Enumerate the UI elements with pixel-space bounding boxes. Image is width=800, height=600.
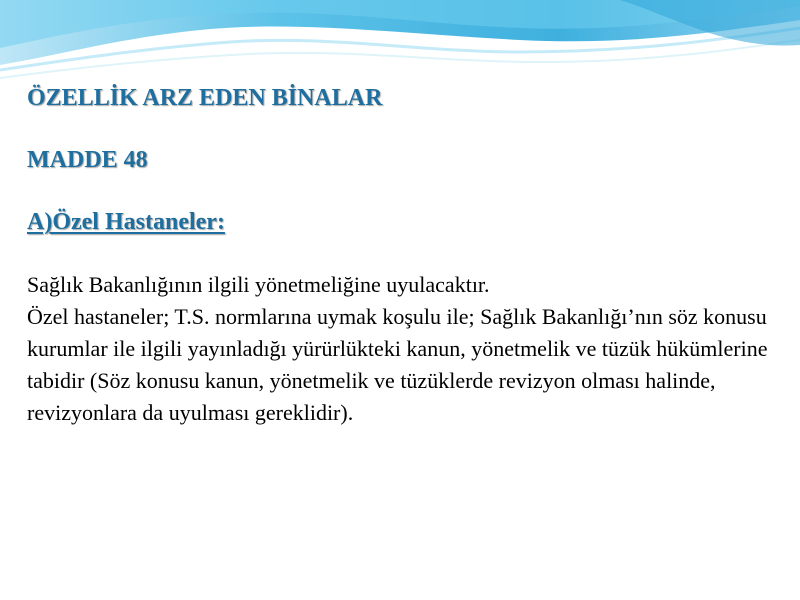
- article-heading: MADDE 48: [27, 147, 148, 173]
- document-title: ÖZELLİK ARZ EDEN BİNALAR: [27, 85, 383, 111]
- body-text: [27, 269, 777, 429]
- slide-content: [27, 83, 777, 429]
- paragraph-1: Sağlık Bakanlığının ilgili yönetmeliğine uyulacaktır.: [27, 272, 490, 297]
- wave-header-decoration: [0, 0, 800, 95]
- paragraph-2: Özel hastaneler; T.S. normlarına uymak koşulu ile; Sağlık Bakanlığı’nın söz konusu kurumlar ile ilgili yayınladığı yürürlükteki kanun, yönetmelik ve tüzük hükümlerine tabidir (Söz konusu kanun, yönetmelik ve tüzüklerde revizyon olması halinde, revizyonlara da uyulması gereklidir).: [27, 304, 768, 425]
- section-heading: A)Özel Hastaneler:: [27, 209, 225, 235]
